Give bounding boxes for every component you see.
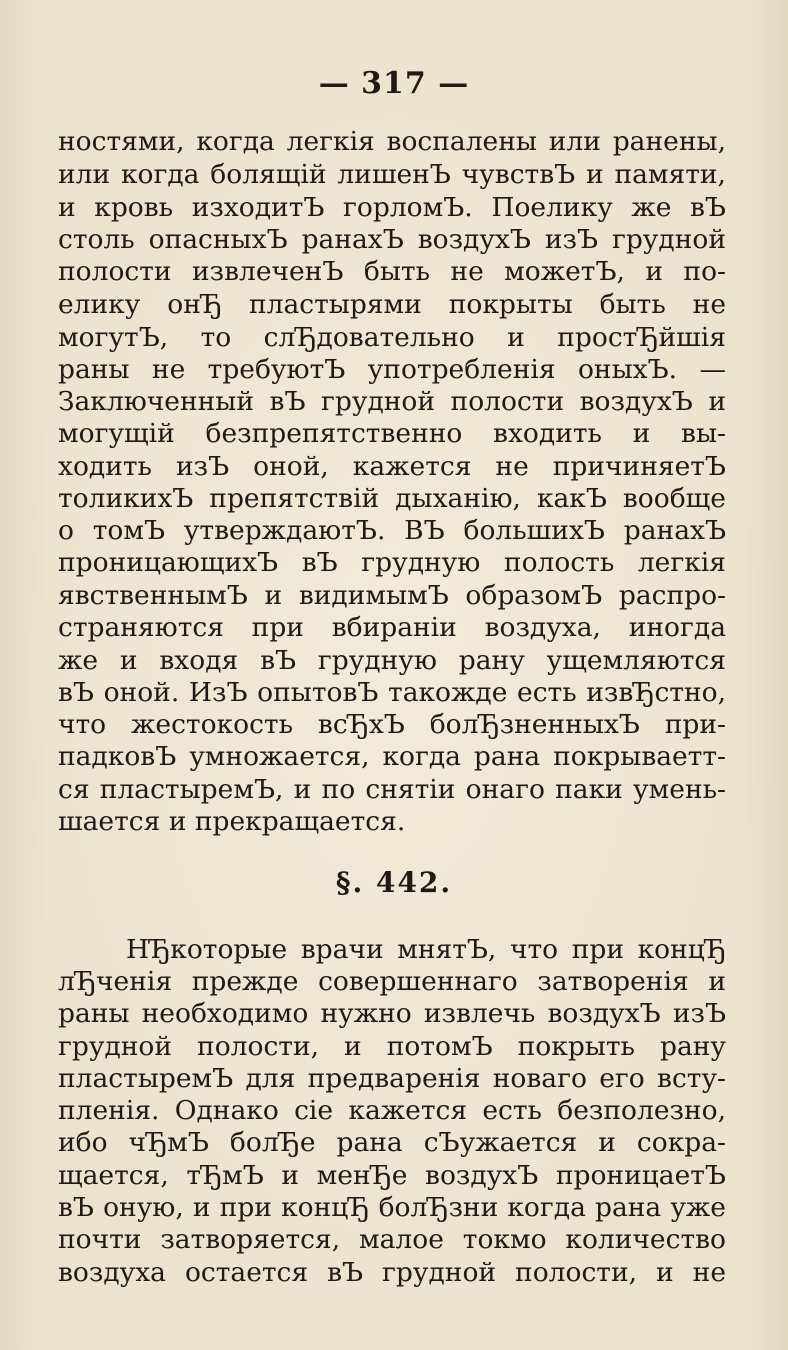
text-line: или когда болящій лишенЪ чувствЪ и памяти,	[58, 159, 726, 190]
text-line: грудной полости, и потомЪ покрыть рану	[58, 1031, 726, 1062]
text-line: шается и прекращается.	[58, 806, 406, 837]
text-line: страняются при вбираніи воздуха, иногда	[58, 612, 726, 643]
text-line: пластыремЪ для предваренія новаго его всту-	[58, 1063, 726, 1094]
text-line: почти затворяется, малое токмо количество	[58, 1224, 726, 1255]
text-line: и кровь изходитЪ горломЪ. Поелику же вЪ	[58, 192, 726, 223]
text-line: елику онЂ пластырями покрыты быть не	[58, 289, 726, 320]
text-line: проницающихЪ вЪ грудную полость легкія	[58, 547, 726, 578]
text-line: же и входя вЪ грудную рану ущемляются	[58, 645, 726, 676]
text-line: столь опасныхЪ ранахЪ воздухЪ изЪ грудной	[58, 224, 726, 255]
text-line: вЪ оную, и при концЂ болЂзни когда рана уже	[58, 1192, 726, 1223]
text-line: толикихЪ препятствій дыханію, какЪ вообще	[58, 483, 726, 514]
text-line: раны не требуютЪ употребленія оныхЪ. —	[58, 354, 726, 385]
text-line: пленія. Однако сіе кажется есть безполезно,	[58, 1095, 726, 1126]
text-line: Заключенный вЪ грудной полости воздухЪ и	[58, 386, 726, 417]
text-line: могутЪ, то слЂдовательно и простЂйшія	[58, 322, 726, 353]
text-line: ходить изЪ оной, кажется не причиняетЪ	[58, 451, 726, 482]
section-heading: §. 442.	[335, 866, 453, 899]
text-line: щается, тЂмЪ и менЂе воздухЪ проницаетЪ	[58, 1160, 726, 1191]
text-line: что жестокость всЂхЪ болЂзненныхЪ при-	[58, 709, 726, 740]
text-line: ся пластыремЪ, и по снятіи онаго паки умень-	[58, 774, 726, 805]
text-line: могущій безпрепятственно входить и вы-	[58, 418, 726, 449]
text-line: воздуха остается вЪ грудной полости, и не	[58, 1257, 726, 1288]
text-line: явственнымЪ и видимымЪ образомЪ распро-	[58, 580, 726, 611]
text-line: ностями, когда легкія воспалены или ранены,	[58, 126, 726, 157]
text-line: ибо чЂмЪ болЂе рана сЪужается и сокра-	[58, 1127, 726, 1158]
text-line: лЂченія прежде совершеннаго затворенія и	[58, 966, 726, 997]
text-line: раны необходимо нужно извлечь воздухЪ изЪ	[58, 998, 726, 1029]
text-line: НЂкоторые врачи мнятЪ, что при концЂ	[126, 934, 726, 965]
page-number: — 317 —	[318, 66, 470, 101]
text-line: о томЪ утверждаютЪ. ВЪ большихЪ ранахЪ	[58, 515, 726, 546]
text-line: падковЪ умножается, когда рана покрываетт-	[58, 741, 726, 772]
text-line: вЪ оной. ИзЪ опытовЪ такожде есть извЂстно,	[58, 677, 726, 708]
text-line: полости извлеченЪ быть не можетЪ, и по-	[58, 256, 726, 287]
